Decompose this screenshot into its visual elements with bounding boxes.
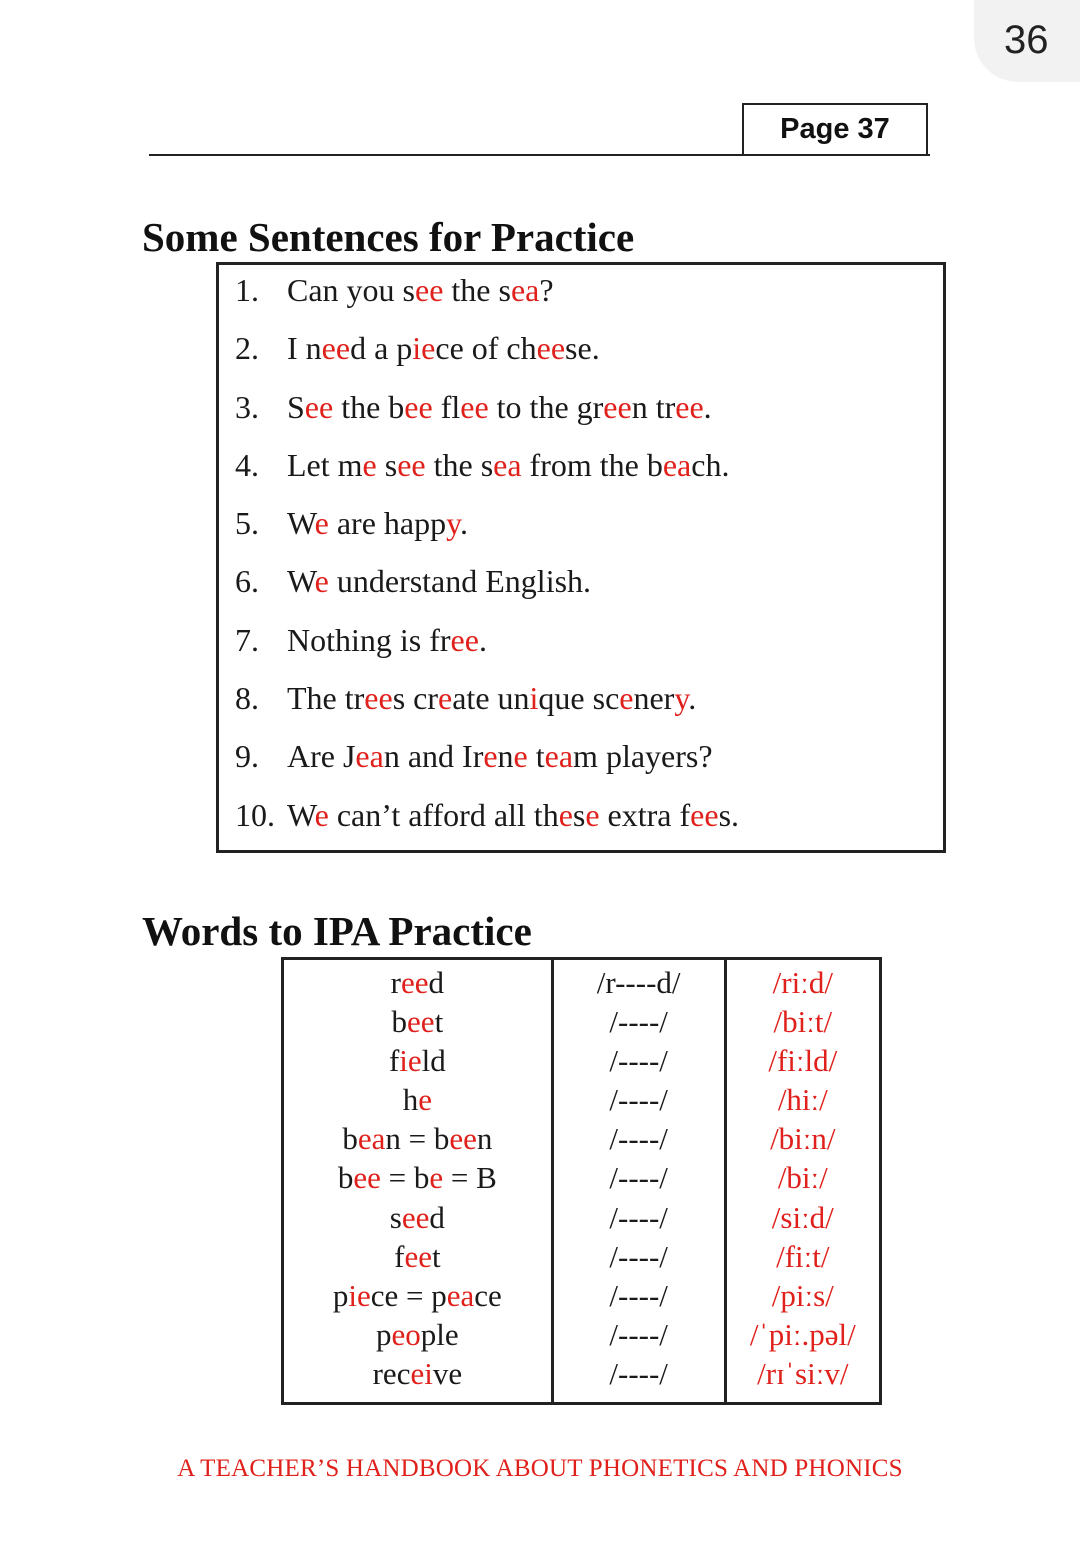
ipa-answer: /fiːld/ bbox=[725, 1042, 880, 1081]
highlighted-letters: y bbox=[674, 680, 689, 717]
ipa-row bbox=[283, 1316, 881, 1355]
highlighted-letters: ee bbox=[407, 1004, 435, 1040]
highlighted-letters: ea bbox=[357, 1121, 386, 1157]
text-segment: = b bbox=[380, 1160, 430, 1196]
sentence-number: 6. bbox=[235, 563, 259, 600]
text-segment: ch. bbox=[691, 446, 730, 483]
footer-text: A TEACHER’S HANDBOOK ABOUT PHONETICS AND PHONICS bbox=[177, 1455, 903, 1482]
ipa-answer: /riːd/ bbox=[725, 959, 880, 1004]
ipa-row bbox=[283, 1120, 881, 1159]
highlighted-letters: eo bbox=[391, 1316, 421, 1352]
text-segment: . bbox=[688, 680, 697, 717]
sentence-text bbox=[287, 389, 712, 425]
text-segment: ner bbox=[633, 680, 675, 717]
ipa-row bbox=[283, 1159, 881, 1198]
highlighted-letters: ea bbox=[662, 446, 692, 483]
text-segment: ce of ch bbox=[435, 330, 537, 367]
text-segment: n and Ir bbox=[383, 738, 484, 775]
highlighted-letters: e bbox=[418, 1082, 432, 1118]
highlighted-letters: ee bbox=[401, 1199, 430, 1235]
page-indicator-badge bbox=[974, 0, 1080, 82]
highlighted-letters: i bbox=[529, 680, 539, 717]
text-segment: s bbox=[376, 446, 398, 483]
sentence-text bbox=[287, 797, 739, 833]
text-segment: p bbox=[376, 1316, 392, 1352]
sentence-number: 3. bbox=[235, 388, 259, 425]
ipa-blank: /----/ bbox=[552, 1081, 725, 1120]
ipa-row bbox=[283, 1238, 881, 1277]
text-segment: understand English. bbox=[328, 563, 592, 600]
text-segment: from the b bbox=[521, 446, 663, 483]
sentence-item bbox=[235, 734, 739, 792]
text-segment: f bbox=[394, 1238, 405, 1274]
sentence-item bbox=[235, 793, 739, 851]
highlighted-letters: e bbox=[558, 796, 573, 833]
text-segment: f bbox=[388, 1043, 400, 1079]
text-segment: n bbox=[497, 738, 514, 775]
sentence-text bbox=[287, 738, 713, 774]
text-segment: W bbox=[287, 505, 315, 542]
sentence-item bbox=[235, 501, 739, 559]
ipa-row bbox=[283, 1199, 881, 1238]
text-segment: the b bbox=[333, 388, 405, 425]
ipa-word bbox=[283, 1355, 553, 1404]
ipa-row bbox=[283, 1003, 881, 1042]
text-segment: n bbox=[476, 1121, 493, 1157]
ipa-blank: /----/ bbox=[552, 1199, 725, 1238]
ipa-answer: /hiː/ bbox=[725, 1081, 880, 1120]
highlighted-letters: ie bbox=[412, 330, 436, 367]
highlighted-letters: ea bbox=[510, 272, 540, 308]
highlighted-letters: ei bbox=[410, 1355, 433, 1391]
highlighted-letters: ee bbox=[450, 621, 479, 658]
text-segment: d bbox=[428, 965, 445, 1000]
ipa-answer: /biːn/ bbox=[725, 1120, 880, 1159]
highlighted-letters: e bbox=[483, 738, 498, 775]
text-segment: Can you s bbox=[287, 272, 415, 308]
highlighted-letters: ea bbox=[446, 1277, 475, 1313]
highlighted-letters: e bbox=[438, 680, 453, 717]
page-indicator: 36 bbox=[1004, 18, 1049, 62]
text-segment: W bbox=[287, 563, 315, 600]
text-segment: ce = p bbox=[370, 1277, 447, 1313]
highlighted-letters: ee bbox=[449, 1121, 477, 1157]
highlighted-letters: ee bbox=[690, 796, 719, 833]
ipa-blank: /----/ bbox=[552, 1003, 725, 1042]
ipa-table bbox=[281, 957, 882, 1405]
ipa-row bbox=[283, 1277, 881, 1316]
highlighted-letters: e bbox=[362, 446, 377, 483]
ipa-blank: /----/ bbox=[552, 1120, 725, 1159]
text-segment: h bbox=[402, 1082, 419, 1118]
sentence-number: 9. bbox=[235, 738, 259, 775]
text-segment: ple bbox=[420, 1316, 459, 1352]
sentence-text bbox=[287, 330, 600, 366]
ipa-row bbox=[283, 1355, 881, 1404]
text-segment: ld bbox=[421, 1043, 446, 1079]
ipa-answer: /rɪˈsiːv/ bbox=[725, 1355, 880, 1404]
text-segment: s bbox=[389, 1199, 402, 1235]
text-segment: b bbox=[342, 1121, 358, 1157]
highlighted-letters: ee bbox=[364, 680, 393, 717]
text-segment: n tr bbox=[631, 388, 676, 425]
footer bbox=[0, 1455, 1080, 1483]
sentences-title: Some Sentences for Practice bbox=[142, 214, 635, 260]
text-segment: Are J bbox=[287, 738, 356, 775]
ipa-title: Words to IPA Practice bbox=[142, 908, 532, 954]
sentence-number: 7. bbox=[235, 621, 259, 658]
text-segment: The tr bbox=[287, 680, 365, 717]
sentence-number: 1. bbox=[235, 272, 259, 308]
ipa-word bbox=[283, 1277, 553, 1316]
text-segment: s cr bbox=[392, 680, 439, 717]
ipa-answer: /biːt/ bbox=[725, 1003, 880, 1042]
highlighted-letters: ie bbox=[348, 1277, 371, 1313]
highlighted-letters: ee bbox=[404, 1238, 432, 1274]
highlighted-letters: e bbox=[619, 680, 634, 717]
text-segment: se. bbox=[565, 330, 600, 367]
ipa-answer: /biː/ bbox=[725, 1159, 880, 1198]
highlighted-letters: ee bbox=[397, 446, 426, 483]
sentence-text bbox=[287, 505, 468, 541]
text-segment: fl bbox=[432, 388, 461, 425]
highlighted-letters: ee bbox=[401, 965, 429, 1000]
sentence-item bbox=[235, 385, 739, 443]
ipa-word bbox=[283, 1238, 553, 1277]
sentence-item bbox=[235, 326, 739, 384]
text-segment: t bbox=[527, 738, 545, 775]
highlighted-letters: e bbox=[585, 796, 600, 833]
highlighted-letters: y bbox=[446, 505, 461, 542]
ipa-word bbox=[283, 1199, 553, 1238]
highlighted-letters: ee bbox=[675, 388, 704, 425]
text-segment: = B bbox=[443, 1160, 497, 1196]
text-segment: to the gr bbox=[488, 388, 604, 425]
page-number: Page 37 bbox=[780, 113, 890, 145]
text-segment: Let m bbox=[287, 446, 363, 483]
text-segment: b bbox=[337, 1160, 354, 1196]
highlighted-letters: ee bbox=[415, 272, 444, 308]
ipa-word bbox=[283, 1003, 553, 1042]
header-rule bbox=[149, 154, 930, 156]
highlighted-letters: e bbox=[513, 738, 528, 775]
sentence-text bbox=[287, 622, 487, 658]
text-segment: n = b bbox=[385, 1121, 450, 1157]
sentence-item bbox=[235, 268, 739, 326]
text-segment: b bbox=[391, 1004, 408, 1040]
ipa-row bbox=[283, 1081, 881, 1120]
ipa-blank: /----/ bbox=[552, 1238, 725, 1277]
highlighted-letters: ie bbox=[399, 1043, 422, 1079]
ipa-word bbox=[283, 1120, 553, 1159]
sentence-number: 2. bbox=[235, 330, 259, 367]
page-number-box bbox=[742, 103, 928, 154]
text-segment: extra f bbox=[599, 796, 691, 833]
text-segment: Nothing is fr bbox=[287, 621, 451, 658]
sentence-number: 10. bbox=[235, 796, 275, 833]
highlighted-letters: ee bbox=[353, 1160, 381, 1196]
ipa-blank: /----/ bbox=[552, 1159, 725, 1198]
text-segment: . bbox=[460, 505, 469, 542]
ipa-word bbox=[283, 1159, 553, 1198]
sentence-item bbox=[235, 676, 739, 734]
text-segment: I n bbox=[287, 330, 322, 367]
highlighted-letters: ea bbox=[544, 738, 574, 775]
ipa-answer: /piːs/ bbox=[725, 1277, 880, 1316]
highlighted-letters: e bbox=[314, 796, 329, 833]
sentence-number: 8. bbox=[235, 680, 259, 717]
text-segment: can’t afford all th bbox=[328, 796, 559, 833]
ipa-word bbox=[283, 1042, 553, 1081]
sentence-number: 4. bbox=[235, 446, 259, 483]
ipa-answer: /siːd/ bbox=[725, 1199, 880, 1238]
text-segment: r bbox=[390, 965, 401, 1000]
highlighted-letters: e bbox=[314, 563, 329, 600]
text-segment: t bbox=[431, 1238, 441, 1274]
text-segment: W bbox=[287, 796, 315, 833]
sentence-text bbox=[287, 447, 729, 483]
text-segment: are happ bbox=[328, 505, 447, 542]
ipa-word bbox=[283, 959, 553, 1004]
text-segment: ? bbox=[539, 272, 554, 308]
sentence-text bbox=[287, 680, 696, 716]
highlighted-letters: ee bbox=[304, 388, 334, 425]
highlighted-letters: ee bbox=[536, 330, 566, 367]
text-segment: s. bbox=[718, 796, 740, 833]
sentence-item bbox=[235, 618, 739, 676]
ipa-blank: /----/ bbox=[552, 1316, 725, 1355]
text-segment: d bbox=[429, 1199, 445, 1235]
ipa-blank: /r----d/ bbox=[552, 959, 725, 1004]
text-segment: d a p bbox=[350, 330, 413, 367]
sentence-item bbox=[235, 559, 739, 617]
ipa-table-body bbox=[283, 959, 881, 1404]
highlighted-letters: ee bbox=[603, 388, 632, 425]
sentences-box bbox=[216, 262, 946, 853]
sentence-text bbox=[287, 563, 591, 599]
ipa-blank: /----/ bbox=[552, 1355, 725, 1404]
text-segment: . bbox=[478, 621, 487, 658]
highlighted-letters: e bbox=[429, 1160, 444, 1196]
ipa-row bbox=[283, 1042, 881, 1081]
text-segment: the s bbox=[425, 446, 494, 483]
ipa-answer: /fiːt/ bbox=[725, 1238, 880, 1277]
text-segment: the s bbox=[443, 272, 511, 308]
highlighted-letters: e bbox=[314, 505, 329, 542]
sentence-item bbox=[235, 443, 739, 501]
sentence-text bbox=[287, 272, 554, 308]
text-segment: que sc bbox=[538, 680, 620, 717]
highlighted-letters: ee bbox=[404, 388, 433, 425]
text-segment: p bbox=[332, 1277, 349, 1313]
text-segment: m players? bbox=[573, 738, 713, 775]
text-segment: rec bbox=[372, 1355, 411, 1391]
text-segment: t bbox=[434, 1004, 444, 1040]
highlighted-letters: ee bbox=[321, 330, 351, 367]
highlighted-letters: ea bbox=[493, 446, 522, 483]
highlighted-letters: ea bbox=[355, 738, 384, 775]
text-segment: S bbox=[287, 388, 305, 425]
ipa-blank: /----/ bbox=[552, 1042, 725, 1081]
sentence-list bbox=[235, 268, 739, 851]
ipa-blank: /----/ bbox=[552, 1277, 725, 1316]
ipa-word bbox=[283, 1081, 553, 1120]
text-segment: s bbox=[572, 796, 586, 833]
text-segment: ce bbox=[474, 1277, 502, 1313]
highlighted-letters: ee bbox=[460, 388, 489, 425]
ipa-answer: /ˈpiː.pəl/ bbox=[725, 1316, 880, 1355]
text-segment: ve bbox=[432, 1355, 463, 1391]
text-segment: . bbox=[703, 388, 712, 425]
ipa-row bbox=[283, 959, 881, 1004]
text-segment: ate un bbox=[452, 680, 530, 717]
ipa-word bbox=[283, 1316, 553, 1355]
sentence-number: 5. bbox=[235, 505, 259, 542]
